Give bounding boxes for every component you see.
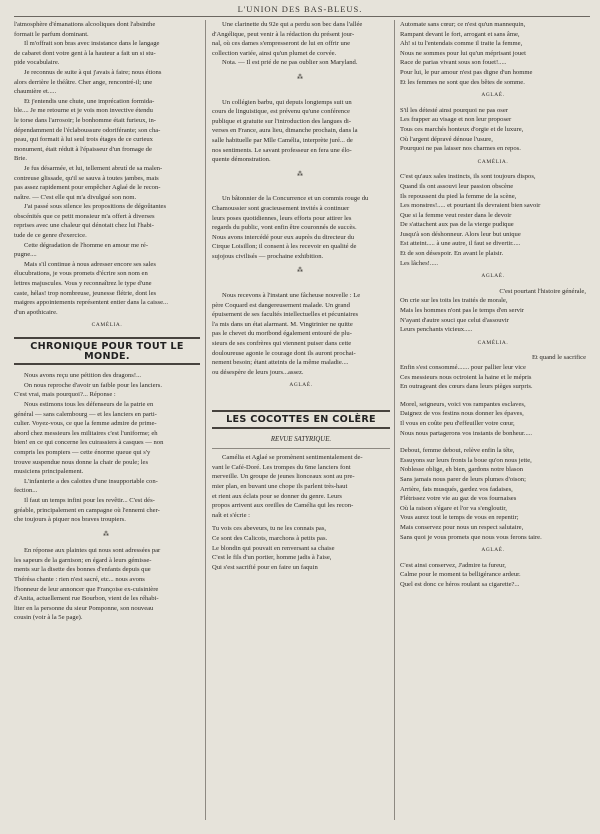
text-line: fection... xyxy=(14,487,38,495)
text-line: Cette dégradation de l'homme en amour me ré- xyxy=(24,241,149,249)
text-line: alors derrière le théâtre. Cher ange, rencontré-il; une xyxy=(14,78,153,86)
page-header: L'UNION DES BAS-BLEUS. xyxy=(237,4,363,14)
text-line: J'ai passé sous silence les propositions de dégoûtantes xyxy=(24,203,167,211)
ornament: ⁂ xyxy=(103,531,111,538)
text-line: et rient aux éclats pour se donner du genre. Leurs xyxy=(212,492,342,500)
verse-line: Morel, seigneurs, voici vos rampantes esclaves, xyxy=(400,400,526,408)
text-line: les sapeurs de la garnison; en égard à leurs gémisse- xyxy=(14,556,152,564)
verse-line: En outrageant des cœurs dans leurs pièges surpris. xyxy=(400,383,533,391)
text-line: abord chez messieurs les militaires c'est l'uniforme; eh xyxy=(14,429,158,437)
text-line: En réponse aux plaintes qui nous sont adressées par xyxy=(24,547,161,555)
text-line: On nous reproche d'avoir un faible pour les lanciers. xyxy=(24,381,162,389)
verse-line: Et quand le sacrifice xyxy=(531,354,586,362)
signature: AGLAÉ. xyxy=(289,382,313,389)
verse-line: Daignez de vos festins nous donner les épaves, xyxy=(400,410,524,418)
text-line: maigres appointements représentent entier dans la caisse... xyxy=(14,299,168,307)
text-line: Nota. — Il est prié de ne pas oublier son Maryland. xyxy=(222,59,358,67)
text-line: Je reconnus de suite à qui j'avais à faire; nous étions xyxy=(24,68,162,76)
verse-block xyxy=(400,353,586,391)
verse-line: Rampant devant le fort, arrogant et sans âme, xyxy=(400,30,520,38)
verse-line: Tu vois ces abeveurs, tu ne les connais pas, xyxy=(212,525,327,533)
text-line: sujojous civilisés — prochaine exhibition. xyxy=(212,252,324,260)
verse-line: Sans jamais nous parer de leurs plumes d'oison; xyxy=(400,475,526,483)
text-line: Un bâtonnier de la Concurrence et un commis rouge du xyxy=(222,195,369,203)
verse-line: Essuyons sur leurs fronts la boue qu'on nous jette, xyxy=(400,456,532,464)
verse-line: Vous aurez tout le temps de vous en repentir; xyxy=(400,514,519,522)
text-line: douloureuse agonie le courage dont ils auront prochai- xyxy=(212,349,356,357)
spacer xyxy=(400,392,586,400)
divider xyxy=(212,448,390,449)
verse-line: C'est le fils d'un portier, homme jadis à l'aise, xyxy=(212,554,332,562)
text-line: sieurs de ses confrères qui viennent puiser dans cette xyxy=(212,340,352,348)
text-line: liter en la personne du sieur Pomponne, son nouveau xyxy=(14,604,154,612)
text-line: Nous estimons tous les défenseurs de la patrie en xyxy=(24,400,154,408)
text-line: Une clarinette du 92e qui a perdu son bec dans l'allée xyxy=(222,21,363,28)
text-line: musiciens principalement. xyxy=(14,468,84,476)
text-line: merveille. Un groupe de jeunes lionceaux sont au pre- xyxy=(212,473,355,481)
ornament: ⁂ xyxy=(297,268,305,275)
text-line: reprises avec une chaleur qui dénotait chez lui l'habi- xyxy=(14,222,154,230)
verse-line: Ces messieurs nous octroient la haine et le mépris xyxy=(400,373,532,381)
text-line: élucubrations, je vous promets d'écrire son nom en xyxy=(14,270,148,278)
text-line: Il faut un temps infini pour les revêtir... C'est dés- xyxy=(24,496,155,504)
verse-line: Il vous en coûte peu d'effeuiller votre cœur, xyxy=(400,419,515,427)
text-line: nement besoin; étant atteints de la même maladie.... xyxy=(212,359,349,367)
verse-line: C'est qu'aux sales instincts, ils sont toujours dispos, xyxy=(400,173,536,181)
text-line: mier plan, en buvant une chope ils parlent très-haut xyxy=(212,482,348,490)
spacer xyxy=(212,396,390,404)
text-line: épuisement de ses facultés intellectuelles et pécuniaires xyxy=(212,311,359,319)
column-rule xyxy=(394,20,395,820)
verse-block xyxy=(400,20,586,87)
verse-block xyxy=(400,400,586,438)
verse-line: Les lâches!..... xyxy=(400,259,439,267)
verse-line: Le blondin qui pouvait en renversant sa chaise xyxy=(212,544,335,552)
text-line: bien! en ce qui concerne les cuirassiers à casques — non xyxy=(14,439,164,447)
column-rule xyxy=(205,20,206,820)
verse-line: Où la raison s'égare et l'or va s'engloutir, xyxy=(400,504,507,512)
text-line: Cirque Loisillon; il consent à les recevoir en qualité de xyxy=(212,243,357,251)
text-line: leurs poses quotidiennes, leurs efforts pour attirer les xyxy=(212,214,352,222)
verse-line: Pour lui, le pur amour n'est pas digne d'un homme xyxy=(400,68,533,76)
speaker-name: CAMÉLIA. xyxy=(477,158,509,165)
text-line: Camélia et Aglaé se promènent sentimentalement de- xyxy=(222,454,363,462)
verse-line: Arrière, fats musqués, gardez vos fadaises, xyxy=(400,485,513,493)
verse-line: Ce sont des Calicots, marchons à petits pas. xyxy=(212,534,328,542)
verse-line: Debout, femme debout, relève enfin la tête, xyxy=(400,447,515,455)
spacer xyxy=(400,438,586,446)
verse-line: Automate sans cœur; ce n'est qu'un mannequin, xyxy=(400,21,526,28)
text-line: Brie. xyxy=(14,155,28,163)
verse-line: S'il les détesté ainsi pourquoi ne pas oser xyxy=(400,106,508,114)
column-2 xyxy=(212,20,390,820)
text-line: Mais s'il continue à nous adresser encore ses sales xyxy=(24,260,156,268)
verse-line: Tous ces marchés honteux d'orgie et de luxure, xyxy=(400,125,524,133)
text-line: l'honneur de leur annoncer que Françoise ex-cuisinière xyxy=(14,585,159,593)
signature: CAMÉLIA. xyxy=(91,322,123,329)
speaker-name: AGLAÉ. xyxy=(481,273,505,280)
article-letter xyxy=(14,20,200,317)
text-line: collection variée, ainsi qu'un plumet de corvée. xyxy=(212,49,337,57)
verse-block xyxy=(212,524,390,572)
verse-block xyxy=(400,446,586,542)
text-line: père Coquard est dangereusement malade. Un grand xyxy=(212,301,350,309)
verse-line: C'est pourtant l'histoire générale, xyxy=(499,287,586,295)
text-line: le torse dans l'arrosoir; le bonhomme était furieux, in- xyxy=(14,116,156,124)
text-line: contreuse glissade, qu'il se sauva à toutes jambes, mais xyxy=(14,174,159,182)
verse-line: Les monstres!..... et pourtant ils devraient bien savoir xyxy=(400,202,541,210)
verse-line: Nous ne sommes pour lui qu'un méprisant jouet xyxy=(400,49,526,57)
section-subtitle: REVUE SATYRIQUE. xyxy=(270,435,332,443)
verse-line: Que si la femme veut rester dans le devoir xyxy=(400,211,512,219)
speaker-name: AGLAÉ. xyxy=(481,547,505,554)
verse-line: Noblesse oblige, eh bien, gardons notre blason xyxy=(400,466,524,474)
article-chronique xyxy=(14,371,200,525)
article-collegien xyxy=(212,98,390,165)
verse-line: Et de son désespoir. En avant le plaisir. xyxy=(400,250,504,258)
article-batonnier xyxy=(212,194,390,261)
header-rule xyxy=(14,16,590,17)
text-line: nos sentiments. Le savant professeur en fera une élo- xyxy=(212,146,352,154)
section-title: LES COCOTTES EN COLÈRE xyxy=(212,410,390,429)
column-1 xyxy=(14,20,200,820)
verse-line: Les frapper au visage et non leur proposer xyxy=(400,116,512,124)
text-line: regards du public, vont enfin être couronnés de succès. xyxy=(212,224,357,232)
text-line: monument, était réduit à l'épaisseur d'un fromage de xyxy=(14,145,152,153)
article-cocottes-intro xyxy=(212,453,390,520)
text-line: salle habituelle par Mlle Camélia, interprète juré... de xyxy=(212,136,353,144)
text-line: trouve suspendue nous donne la chair de poule; les xyxy=(14,458,149,466)
verse-block xyxy=(400,106,586,154)
text-line: chaumière et..... xyxy=(14,88,57,96)
text-line: tude de ce genre d'exercice. xyxy=(14,232,87,240)
ornament: ⁂ xyxy=(297,171,305,178)
text-line: Nous avons intercédé pour eux auprès du directeur du xyxy=(212,233,355,241)
text-line: Je fus désarmée, et lui, tellement abrutí de sa malen- xyxy=(24,164,163,172)
text-line: d'un apothicaire. xyxy=(14,308,58,316)
text-line: pas le chevet du moribond également entouré de plu- xyxy=(212,330,352,338)
verse-line: Ils repoussent du pied la femme de la scène, xyxy=(400,192,517,200)
verse-line: Mais conservez pour nous un respect salutaire, xyxy=(400,523,524,531)
text-line: ments sur la disette des bonnes d'enfants depuis que xyxy=(14,566,151,574)
spacer xyxy=(212,283,390,291)
verse-line: Leurs penchants vicieux..... xyxy=(400,326,473,334)
text-line: L'infanterie a des calottes d'une insupportable con- xyxy=(24,477,158,485)
verse-line: Ah! si tu l'entendais comme il traite la femme, xyxy=(400,40,523,48)
text-line: publique et gratuite sur l'introduction des langues di- xyxy=(212,117,352,125)
text-line: pide vocabulaire. xyxy=(14,59,60,67)
verse-block xyxy=(400,561,586,590)
text-line: Un collégien barbu, qui depuis longtemps suit un xyxy=(222,98,352,106)
text-line: ble.... Je me retourne et je vois mon invective étendu xyxy=(14,107,153,115)
verse-line: Sans quoi je vous promets que nous vous ferons taire. xyxy=(400,533,542,541)
text-line: che toujours à piquer nos braves troupiers. xyxy=(14,516,126,524)
verse-line: Quel est donc ce héros roulant sa cigarette?... xyxy=(400,580,520,588)
text-line: Et j'entendis une chute, une imprécation formida- xyxy=(24,97,155,105)
text-line: peau, qui formait à lui seul trois étages de ce curieux xyxy=(14,136,153,144)
text-line: Nous recevons à l'instant une fâcheuse nouvelle : Le xyxy=(222,292,361,300)
article-clarinette xyxy=(212,20,390,68)
speaker-name: CAMÉLIA. xyxy=(477,339,509,346)
text-line: cours de linguistique, est prévenu qu'une conférence xyxy=(212,108,350,116)
verse-line: Et les femmes ne sont que des bêtes de somme. xyxy=(400,78,525,86)
text-line: verses en France, aura lieu, dimanche prochain, dans la xyxy=(212,127,358,135)
text-line: vant le Café-Doré. Les trompes du 6me lanciers font xyxy=(212,463,351,471)
verse-line: Pourquoi ne pas laisser nos charmes en repos. xyxy=(400,145,521,153)
article-sapeurs xyxy=(14,546,200,623)
text-line: Nous avons reçu une pétition des dragons!... xyxy=(24,372,142,380)
spacer xyxy=(212,90,390,98)
verse-block xyxy=(400,172,586,268)
text-line: de cabaret dont votre gent à la hauteur a fait un si stu- xyxy=(14,49,156,57)
text-line: naît et s'écrie : xyxy=(212,511,250,519)
verse-line: Est atteint..... à une autre, il faut se divertir..... xyxy=(400,240,521,248)
speaker-name: AGLAÉ. xyxy=(481,92,505,99)
text-line: l'atmosphère d'émanations alcooliques dont l'absinthe xyxy=(14,21,156,28)
text-line: l'a mis dans un état alarmant. M. Vingtrinier ne quitte xyxy=(212,320,353,328)
text-line: Thérésa chante : rien n'est sacré, etc... nous avons xyxy=(14,576,145,584)
verse-line: Mais les hommes n'ont pas le temps d'en servir xyxy=(400,307,524,315)
verse-line: Enfin s'est consommé....... pour pallier leur vice xyxy=(400,364,526,371)
section-title: CHRONIQUE POUR TOUT LE MONDE. xyxy=(14,337,200,365)
spacer xyxy=(212,186,390,194)
text-line: ou désespère de leurs jours...assez. xyxy=(212,368,304,376)
text-line: dépendamment de l'éclaboussure odoriférante; son cha- xyxy=(14,126,161,134)
text-line: pas assez rapidement pour empêcher Aglaé de le recon- xyxy=(14,184,161,192)
text-line: obscénités que ce petit monsieur m'a offert à diverses xyxy=(14,212,155,220)
text-line: culier. Voyez-vous, ce que la femme admire de prime- xyxy=(14,420,157,428)
verse-line: Race de parias vivant sous son fouet!..... xyxy=(400,59,507,67)
text-line: caste, hélas! trop nombreuse, jeunesse flétrie, dont les xyxy=(14,289,157,297)
text-line: formait le parfum dominant. xyxy=(14,30,89,38)
verse-block xyxy=(400,287,586,335)
text-line: nal, où ces dames s'empresseront de lui en offrir une xyxy=(212,40,351,48)
verse-line: Flétrissez votre vie au gaz de vos fournaises xyxy=(400,495,517,503)
text-line: quente démonstration. xyxy=(212,156,271,164)
ornament: ⁂ xyxy=(297,74,305,81)
text-line: compris les pompiers — cette énorme queue qui s'y xyxy=(14,448,151,456)
verse-line: On crie sur les toits les traités de morale, xyxy=(400,297,508,305)
text-line: gréable, principalement en campagne où l'ennemi cher- xyxy=(14,506,160,514)
article-coquard xyxy=(212,291,390,377)
verse-line: N'ayant d'autre souci que celui d'assouvir xyxy=(400,316,509,324)
verse-line: C'est ainsi conservez, J'admire ta fureur, xyxy=(400,561,506,569)
text-line: pugne.... xyxy=(14,251,37,259)
verse-line: Jusqu'à son déshonneur. Alors leur but unique xyxy=(400,230,521,238)
verse-line: Nous nous partagerons vos instants de bonheur..... xyxy=(400,429,533,437)
text-line: C'est vrai, mais pourquoi?... Réponse : xyxy=(14,391,116,399)
text-line: Il m'offrait son bras avec insistance dans le langage xyxy=(24,40,160,48)
verse-line: Où l'argent dépravé dénoue l'usure, xyxy=(400,135,493,143)
column-3 xyxy=(400,20,586,820)
verse-line: Quand ils ont assouvi leur passion obscène xyxy=(400,182,514,190)
text-line: général — sans calembourg — et les lanciers en parti- xyxy=(14,410,157,418)
verse-line: De s'attachent aux pas de la vierge pudique xyxy=(400,221,514,229)
text-line: d'Anita, actuellement rue Bourbon, vient de les réhabi- xyxy=(14,595,159,603)
text-line: cousin (voir à la 5e page). xyxy=(14,614,83,622)
text-line: lettres majuscules. Vous y reconnaîtrez le type d'une xyxy=(14,280,152,288)
verse-line: Calme pour le moment ta belligérance ardeur. xyxy=(400,571,521,579)
text-line: naître. — C'est elle qui m'a divulgué son nom. xyxy=(14,193,137,201)
text-line: Chamoussier sont gracieusement invités à continuer xyxy=(212,204,350,212)
text-line: d'Angélique, peut venir à la rédaction du présent jour- xyxy=(212,30,355,38)
verse-line: Qui s'est sacrifié pour en faire un faquin xyxy=(212,563,318,571)
text-line: propos arrivent aux oreilles de Camélia qui les recon- xyxy=(212,502,354,510)
